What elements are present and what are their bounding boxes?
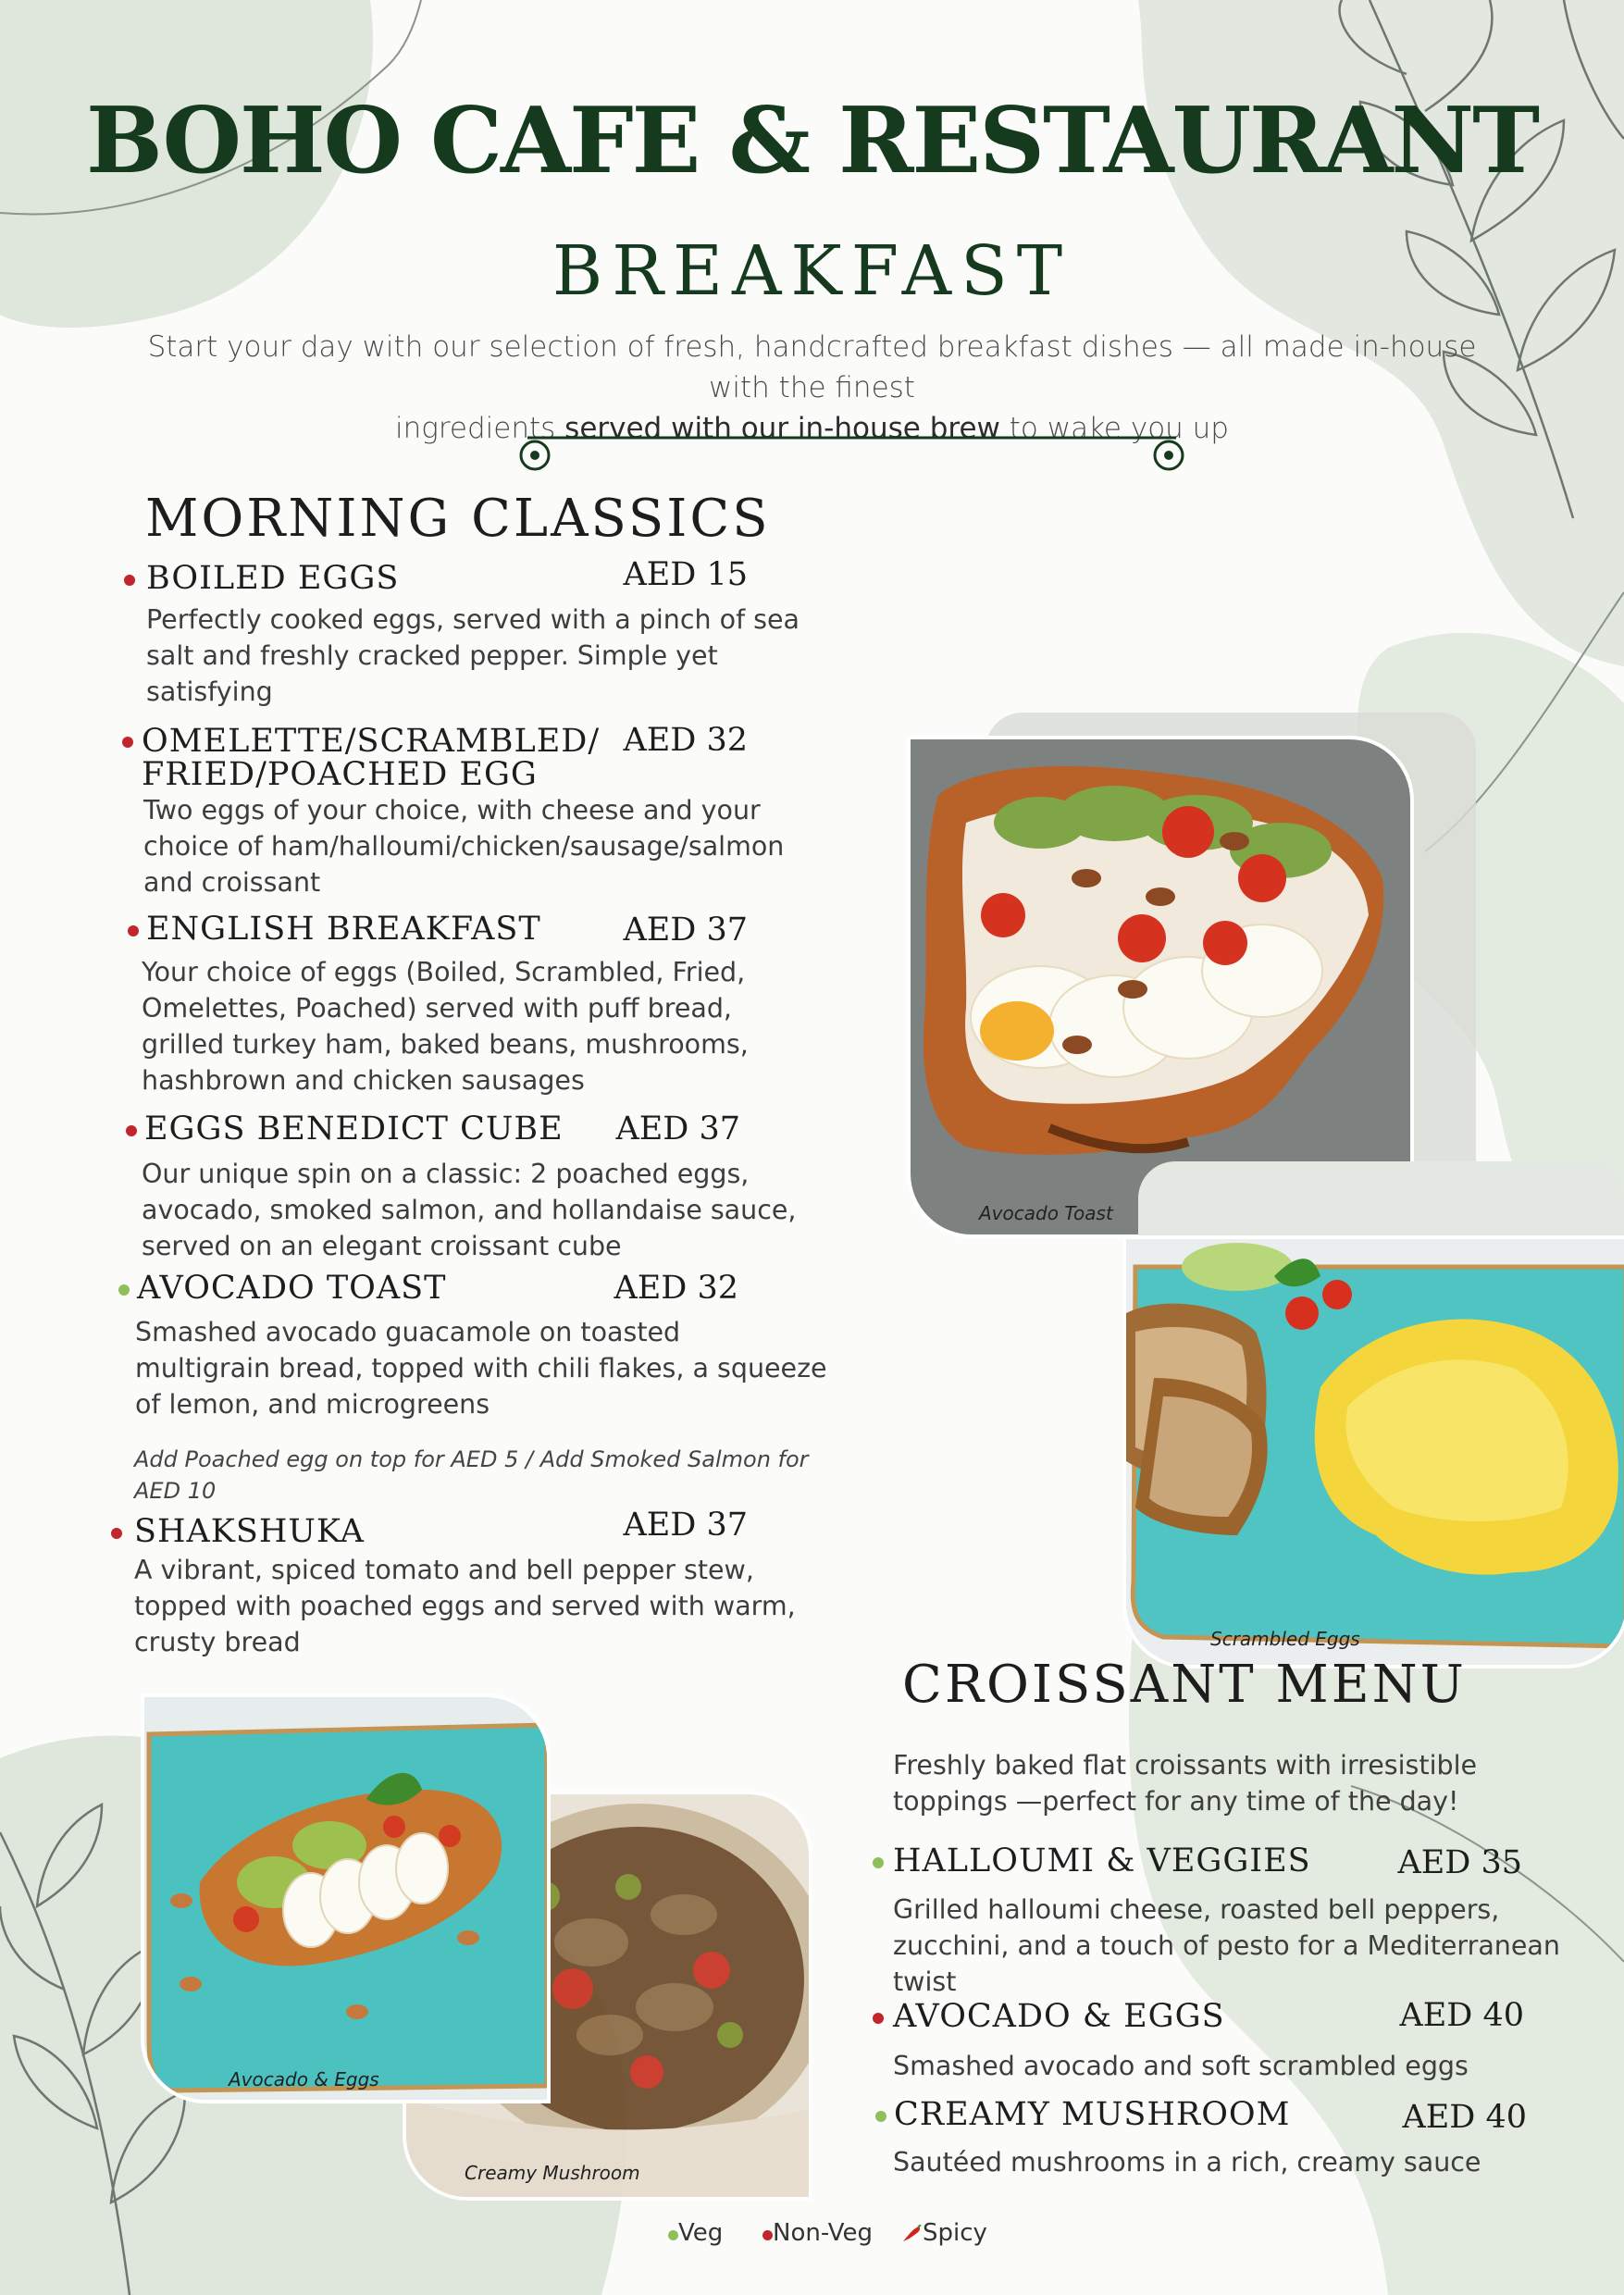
desc-line: avocado, smoked salmon, and hollandaise sauce, [142, 1195, 797, 1225]
intro-text-end: to wake you up [999, 412, 1229, 445]
item-name: ENGLISH BREAKFAST [146, 911, 541, 948]
item-name [142, 725, 600, 791]
intro-line: Freshly baked flat croissants with irresistible [893, 1750, 1478, 1780]
non-veg-dot [873, 2013, 884, 2024]
morning-classics-heading: MORNING CLASSICS [145, 489, 771, 549]
desc-line: hashbrown and chicken sausages [142, 1065, 585, 1096]
desc-line: Your choice of eggs (Boiled, Scrambled, Fried, [142, 957, 746, 987]
item-description [135, 1314, 827, 1422]
legend-veg [668, 2219, 723, 2247]
item-description [142, 954, 749, 1098]
veg-dot [668, 2230, 678, 2240]
item-description [143, 792, 784, 900]
photo-caption: Creamy Mushroom [465, 2162, 640, 2184]
croissant-menu-heading: CROISSANT MENU [902, 1655, 1467, 1715]
ornament-divider [507, 429, 1196, 481]
desc-line: salt and freshly cracked pepper. Simple yet [146, 640, 718, 671]
intro-line-1: Start your day with our selection of fresh, handcrafted breakfast dishes — all made in-house with the finest [147, 330, 1477, 404]
item-name: SHAKSHUKA [134, 1513, 365, 1550]
desc-line: Omelettes, Poached) served with puff bread, [142, 993, 732, 1023]
desc-line: Our unique spin on a classic: 2 poached eggs, [142, 1159, 750, 1189]
legend-non-veg [762, 2219, 873, 2247]
chili-icon [902, 2222, 923, 2240]
legend-label: Non-Veg [773, 2219, 873, 2247]
item-description [142, 1156, 796, 1264]
item-name-line: FRIED/POACHED EGG [142, 756, 538, 793]
desc-line: choice of ham/halloumi/chicken/sausage/salmon [143, 831, 785, 862]
intro-bold-text: served with our in-house brew [564, 412, 1000, 445]
legend-spicy [902, 2219, 987, 2247]
scrambled-eggs-photo [1122, 1235, 1624, 1669]
non-veg-dot [111, 1528, 122, 1539]
non-veg-dot [122, 737, 133, 748]
addon-note [134, 1444, 809, 1507]
item-name: EGGS BENEDICT CUBE [144, 1110, 564, 1148]
desc-line: and croissant [143, 867, 321, 898]
avocado-eggs-photo [141, 1693, 551, 2103]
item-price: AED 37 [623, 912, 748, 949]
croissant-intro [893, 1747, 1477, 1819]
photo-caption: Scrambled Eggs [1210, 1628, 1360, 1650]
veg-dot [875, 2111, 886, 2122]
item-name: HALLOUMI & VEGGIES [893, 1842, 1311, 1879]
item-price: AED 37 [615, 1110, 740, 1148]
item-description [134, 1552, 796, 1660]
item-name: CREAMY MUSHROOM [894, 2096, 1291, 2133]
item-name: AVOCADO TOAST [137, 1270, 447, 1307]
item-price: AED 40 [1402, 2099, 1527, 2136]
desc-line: A vibrant, spiced tomato and bell pepper stew, [134, 1555, 754, 1585]
desc-line: grilled turkey ham, baked beans, mushrooms, [142, 1029, 749, 1060]
addon-note-line: AED 10 [134, 1478, 217, 1504]
item-name: BOILED EGGS [146, 560, 400, 597]
veg-dot [118, 1284, 130, 1296]
item-price: AED 40 [1399, 1997, 1524, 2034]
desc-line: Sautéed mushrooms in a rich, creamy sauce [893, 2147, 1481, 2177]
photo-caption: Avocado & Eggs [229, 2068, 379, 2090]
desc-line: Smashed avocado guacamole on toasted [135, 1317, 681, 1347]
legend-label: Veg [678, 2219, 724, 2247]
desc-line: topped with poached eggs and served with warm, [134, 1591, 796, 1621]
legend-label: Spicy [923, 2219, 987, 2247]
desc-line: served on an elegant croissant cube [142, 1231, 622, 1261]
desc-line: Two eggs of your choice, with cheese and your [143, 795, 761, 825]
veg-dot [873, 1857, 884, 1868]
item-price: AED 15 [623, 556, 748, 593]
item-description [893, 2144, 1481, 2180]
item-name: AVOCADO & EGGS [893, 1998, 1225, 2035]
desc-line: crusty bread [134, 1627, 301, 1657]
desc-line: Grilled halloumi cheese, roasted bell peppers, [893, 1894, 1500, 1925]
item-price: AED 37 [623, 1507, 748, 1544]
desc-line: Smashed avocado and soft scrambled eggs [893, 2051, 1469, 2081]
non-veg-dot [762, 2230, 773, 2240]
desc-line: zucchini, and a touch of pesto for a Mediterranean [893, 1930, 1560, 1961]
addon-note-line: Add Poached egg on top for AED 5 / Add Smoked Salmon for [134, 1446, 809, 1472]
item-price: AED 32 [614, 1270, 738, 1307]
item-description [146, 602, 800, 710]
restaurant-title: BOHO CAFE & RESTAURANT [85, 88, 1539, 194]
item-description [893, 1892, 1560, 2000]
menu-subtitle: BREAKFAST [552, 231, 1072, 311]
intro-text: ingredients [395, 412, 565, 445]
non-veg-dot [126, 1125, 137, 1136]
item-name-line: OMELETTE/SCRAMBLED/ [142, 723, 601, 760]
item-price: AED 32 [623, 722, 748, 759]
desc-line: Perfectly cooked eggs, served with a pinch of sea [146, 604, 800, 635]
non-veg-dot [124, 575, 135, 586]
non-veg-dot [128, 925, 139, 937]
desc-line: multigrain bread, topped with chili flakes, a squeeze [135, 1353, 827, 1383]
intro-line: toppings —perfect for any time of the day! [893, 1786, 1459, 1817]
desc-line: of lemon, and microgreens [135, 1389, 490, 1420]
desc-line: satisfying [146, 676, 273, 707]
desc-line: twist [893, 1966, 957, 1997]
item-price: AED 35 [1397, 1844, 1522, 1881]
photo-caption: Avocado Toast [979, 1202, 1113, 1224]
item-description [893, 2048, 1469, 2084]
